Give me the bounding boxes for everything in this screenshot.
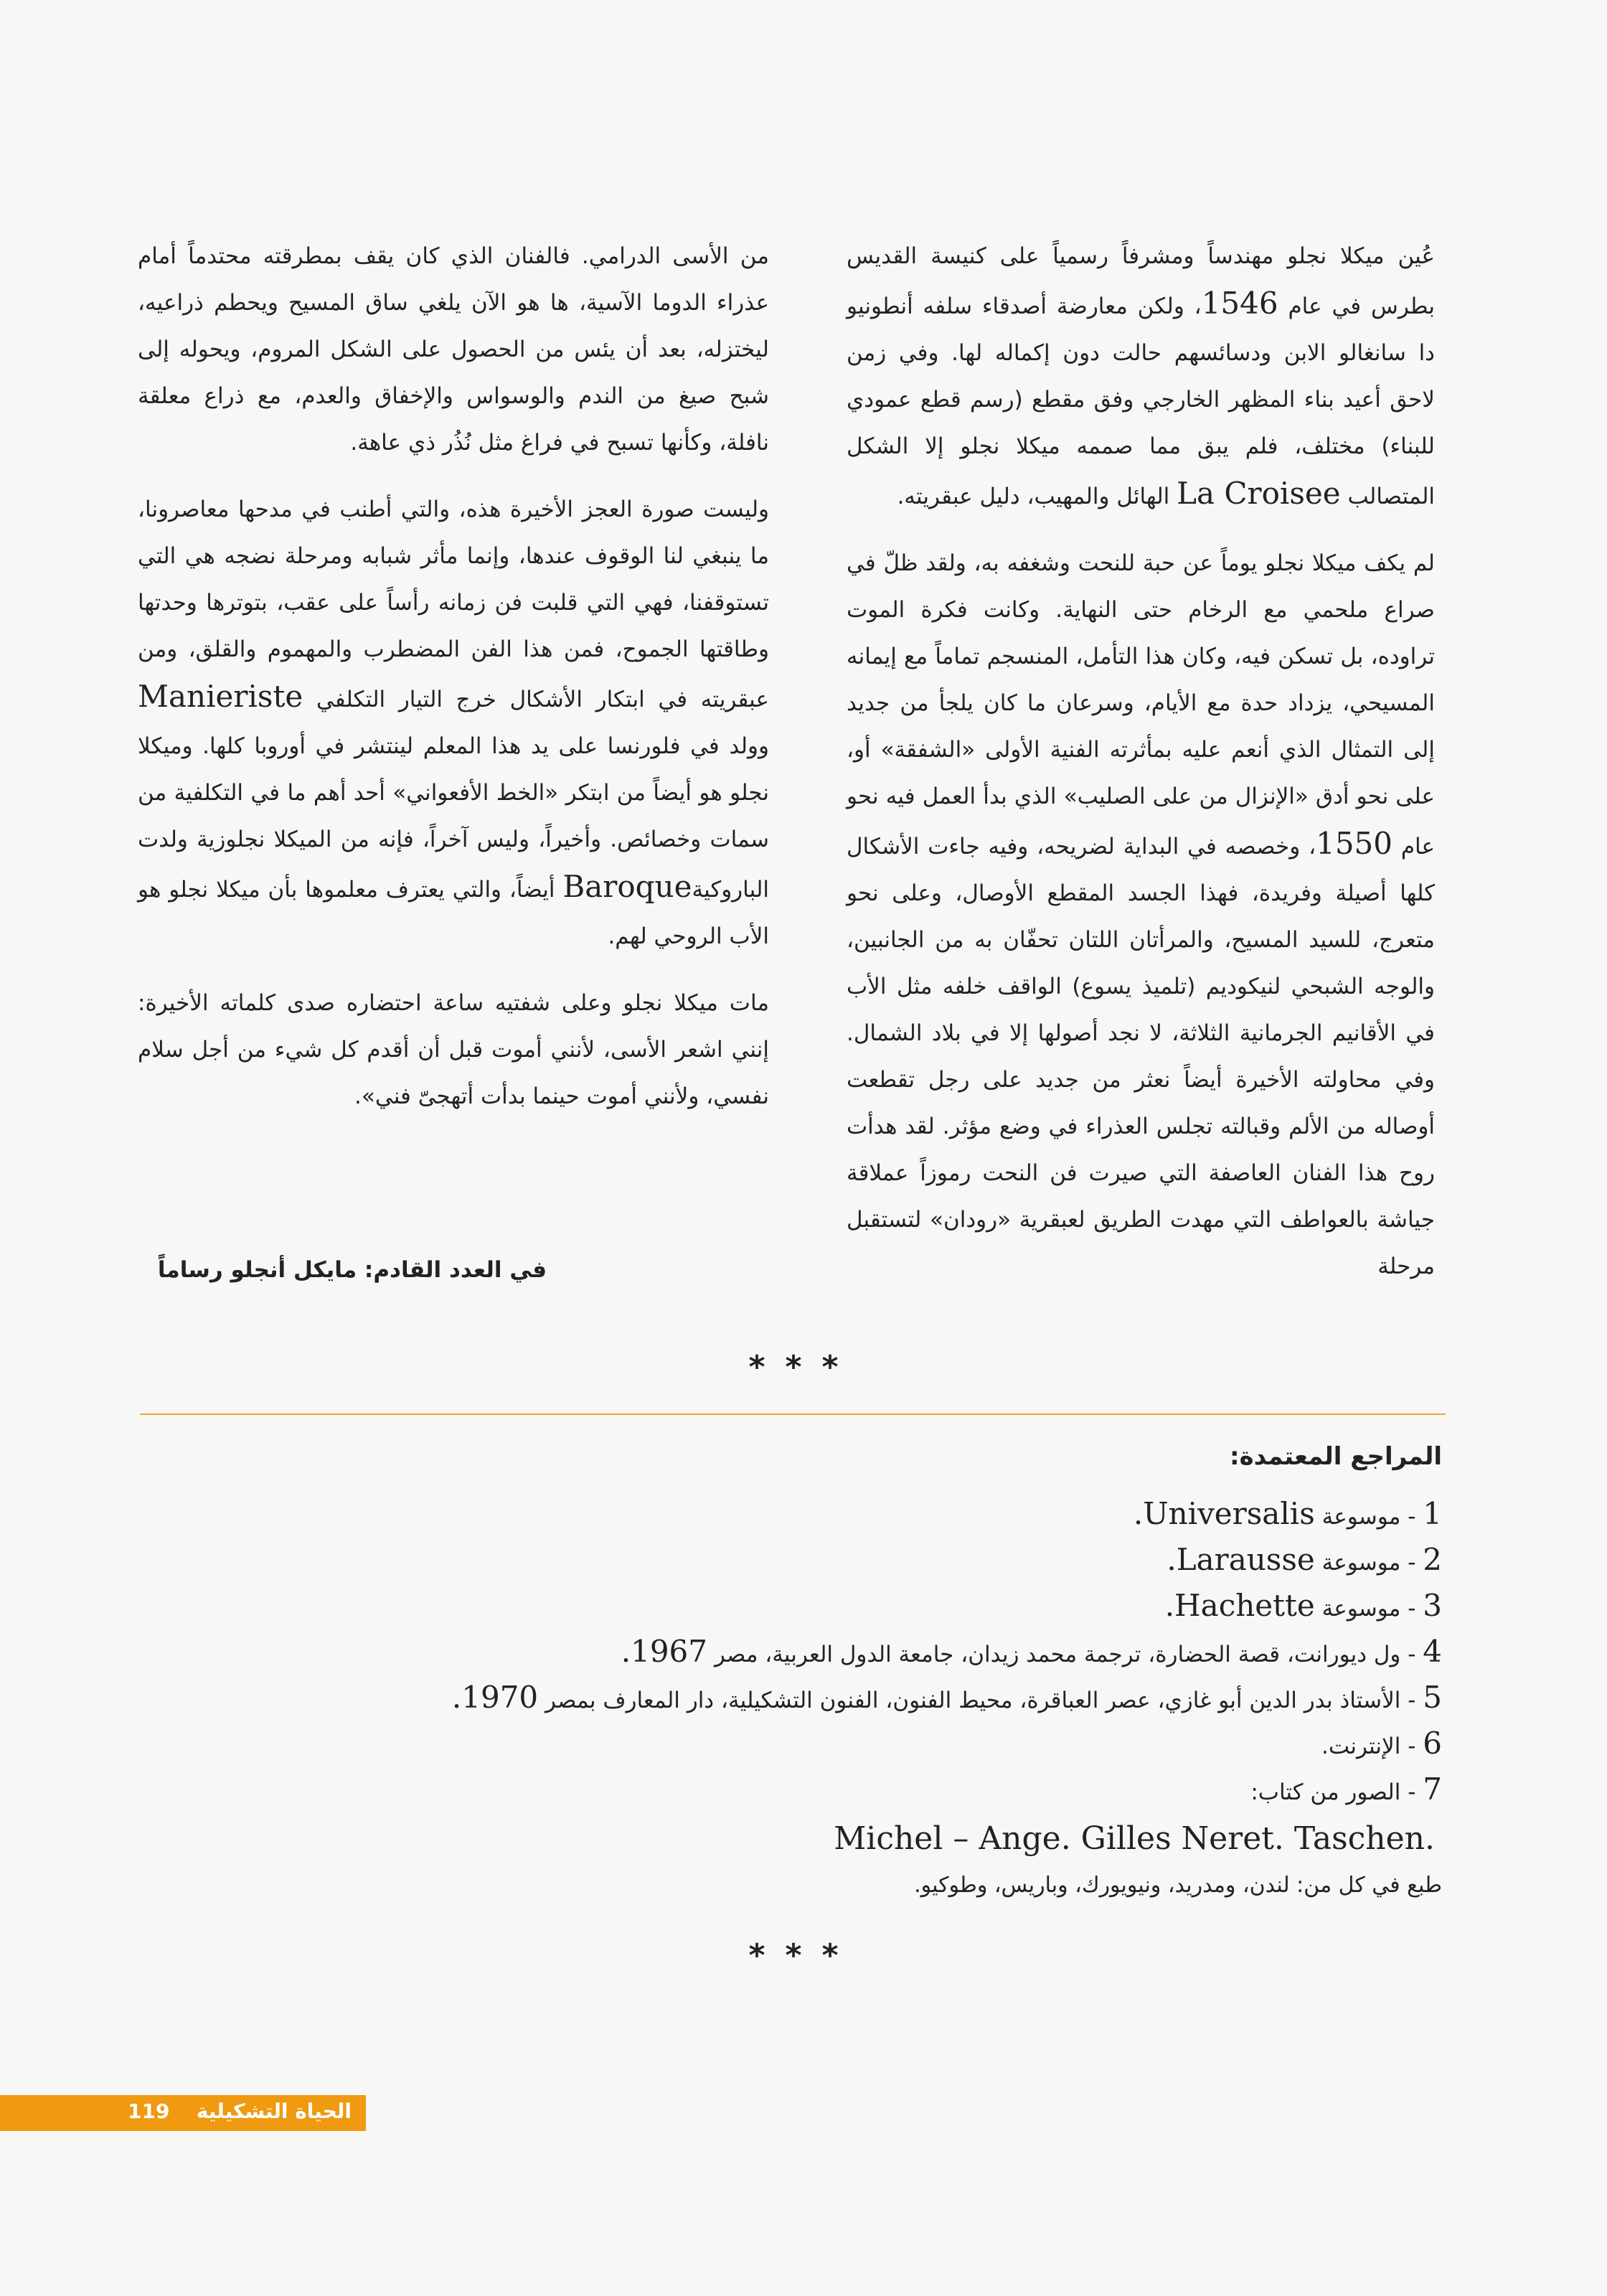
latin-term: La Croisee xyxy=(1177,476,1341,511)
reference-item: 6 - الإنترنت. xyxy=(1321,1726,1442,1761)
references-section xyxy=(140,1435,1442,1907)
references-list xyxy=(140,1492,1442,1814)
reference-item: 1 - موسوعة Universalis. xyxy=(1133,1496,1442,1531)
divider-line xyxy=(140,1413,1446,1415)
article-column-left xyxy=(138,233,769,1140)
footer-bar xyxy=(0,2095,366,2131)
article-paragraph: لم يكف ميكلا نجلو يوماً عن حبة للنحت وشغفه به، ولقد ظلّ في صراع ملحمي مع الرخام حتى النهاية. وكانت فكرة الموت تراوده، بل تسكن فيه، وكان هذا التأمل، المنسجم تماماً مع إيمانه المسيحي، يزداد حدة مع الأيام، وسرعان ما كان يلجأ من جديد إلى التمثال الذي أنعم عليه بمأثرته الفنية الأولى «الشفقة» أو، على نحو أدق «الإنزال من على الصليب» الذي بدأ العمل فيه نحو عام 1550، وخصصه في البداية لضريحه، وفيه جاءت الأشكال كلها أصيلة وفريدة، فهذا الجسد المقطع الأوصال، وعلى نحو متعرج، للسيد المسيح، والمرأتان اللتان تحفّان به من الجانبين، والوجه الشبحي لنيكوديم (تلميذ يسوع) الواقف خلفه مثل الأب في الأقانيم الجرمانية الثلاثة، لا نجد أصولها إلا في بلاد الشمال. وفي محاولته الأخيرة أيضاً نعثر من جديد على رجل تقطعت أوصاله من الألم وقبالته تجلس العذراء في وضع مؤثر. لقد هدأت روح هذا الفنان العاصفة التي صيرت فن النحت رموزاً عملاقة جياشة بالعواطف التي مهدت الطريق لعبقرية «رودان» لتستقبل مرحلة xyxy=(847,550,1436,1279)
article-paragraph: عُين ميكلا نجلو مهندساً ومشرفاً رسمياً على كنيسة القديس بطرس في عام 1546، ولكن معارضة أصدقاء سلفه أنطونيو دا سانغالو الابن ودسائسهم حالت دون إكماله لها. وفي زمن لاحق أعيد بناء المظهر الخارجي وفق مقطع (رسم قطع عمودي للبناء) مختلف، فلم يبق مما صممه ميكلا نجلو إلا الشكل المتصالب La Croisee الهائل والمهيب، دليل عبقريته. xyxy=(847,243,1435,511)
section-separator: *** xyxy=(748,1937,859,1974)
reference-item: 2 - موسوعة Larausse. xyxy=(1167,1542,1442,1577)
latin-term: Baroque xyxy=(562,869,692,904)
article-paragraph: من الأسى الدرامي. فالفنان الذي كان يقف بمطرقته محتدماً أمام عذراء الدوما الآسية، ها هو الآن يلغي ساق المسيح ويحطم ذراعيه، ليختزله، بعد أن يئس من الحصول على الشكل المروم، ويحوله إلى شبح صيغ من الندم والوسواس والإخفاق والعدم، مع ذراع معلقة نافلة، وكأنها تسبح في فراغ مثل نُذُر ذي عاهة. xyxy=(138,243,769,456)
next-issue-note: في العدد القادم: مايكل أنجلو رساماً xyxy=(157,1257,547,1283)
article-paragraph: وليست صورة العجز الأخيرة هذه، والتي أطنب في مدحها معاصرونا، ما ينبغي لنا الوقوف عندها، وإنما مأثر شبابه ومرحلة نضجه هي التي تستوقفنا، فهي التي قلبت فن زمانه رأساً على عقب، بتوترها وحدتها وطاقتها الجموح، فمن هذا الفن المضطرب والمهموم والقلق، ومن عبقريته في ابتكار الأشكال خرج التيار التكلفي Manieriste وولد في فلورنسا على يد هذا المعلم لينتشر في أوروبا كلها. وميكلا نجلو هو أيضاً من ابتكر «الخط الأفعواني» أحد أهم ما في التكلفية من سمات وخصائص. وأخيراً، وليس آخراً، فإنه من الميكلا نجلوزية ولدت الباروكيةBaroque أيضاً، والتي يعترف معلموها بأن ميكلا نجلو هو الأب الروحي لهم. xyxy=(138,497,769,949)
references-heading: المراجع المعتمدة: xyxy=(1230,1442,1442,1471)
section-separator: *** xyxy=(748,1349,859,1385)
year-number: 1546 xyxy=(1201,286,1278,321)
latin-term: Manieriste xyxy=(138,679,303,714)
book-citation: Michel – Ange. Gilles Neret. Taschen. xyxy=(834,1820,1435,1857)
year-number: 1550 xyxy=(1316,826,1392,861)
page-number: 119 xyxy=(128,2099,170,2123)
article-column-right xyxy=(847,233,1435,1310)
magazine-title: الحياة التشكيلية xyxy=(196,2099,352,2123)
reference-item: 4 - ول ديورانت، قصة الحضارة، ترجمة محمد زيدان، جامعة الدول العربية، مصر 1967. xyxy=(621,1634,1442,1669)
article-paragraph: مات ميكلا نجلو وعلى شفتيه ساعة احتضاره صدى كلماته الأخيرة: إنني اشعر الأسى، لأنني أموت قبل أن أقدم كل شيء من أجل سلام نفسي، ولأنني أموت حينما بدأت أتهجىّ فني». xyxy=(138,990,769,1109)
reference-item: 7 - الصور من كتاب: xyxy=(1250,1772,1442,1807)
reference-item: 3 - موسوعة Hachette. xyxy=(1164,1588,1442,1623)
reference-item: 5 - الأستاذ بدر الدين أبو غازي، عصر العباقرة، محيط الفنون، الفنون التشكيلية، دار المعارف بمصر 1970. xyxy=(451,1680,1442,1715)
printed-in-note: طبع في كل من: لندن، ومدريد، ونيويورك، وباريس، وطوكيو. xyxy=(914,1873,1442,1898)
